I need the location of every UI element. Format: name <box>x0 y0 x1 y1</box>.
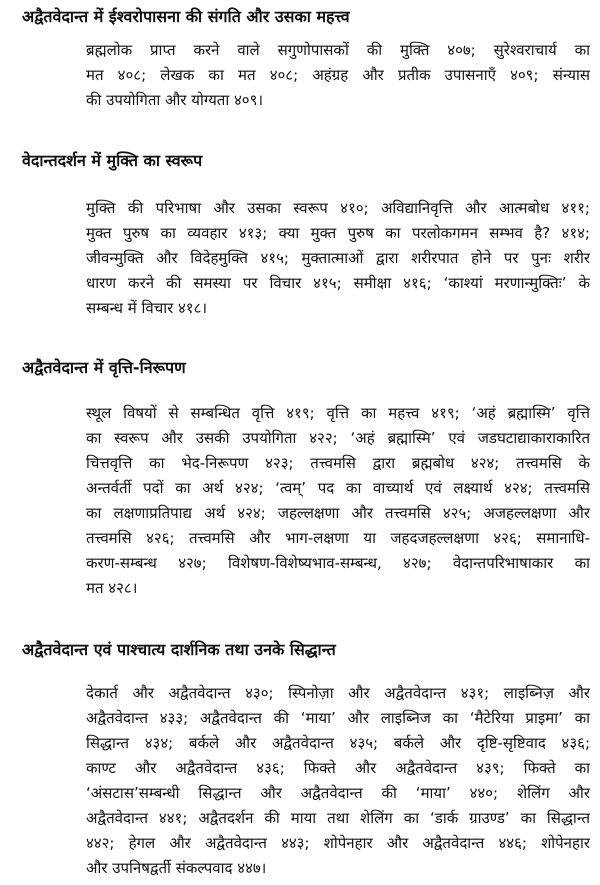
section-body <box>86 401 590 601</box>
body-text-line: तत्त्वमसि ४२६; तत्त्वमसि और भाग-लक्षणा या जहदजहल्लक्षणा ४२६; समानाधि- <box>86 529 590 547</box>
body-text-line: सम्बन्ध में विचार ४१८। <box>86 299 208 317</box>
body-text-line: जीवन्मुक्ति और विदेहमुक्ति ४१५; मुक्तात्माओं द्वारा शरीरपात होने पर पुनः शरीर <box>86 249 590 267</box>
body-text-line: धारण करने की समस्या पर विचार ४१५; समीक्षा ४१६; ‘काश्यां मरणान्मुक्तिः’ के <box>86 274 590 292</box>
body-text-line: स्थूल विषयों से सम्बन्धित वृत्ति ४१९; वृत्ति का महत्त्व ४१९; ‘अहं ब्रह्मास्मि’ वृत्ति <box>86 404 590 422</box>
section-body <box>86 38 590 113</box>
body-text-line: ‘अंसटास’सम्बन्धी सिद्धान्त और अद्वैतवेदान्त की ‘माया’ ४४०; शेलिंग और <box>86 784 590 802</box>
body-text-line: की उपयोगिता और योग्यता ४०९। <box>86 91 264 109</box>
section-heading: अद्वैतवेदान्त में वृत्ति-निरूपण <box>22 358 186 377</box>
body-text-line: मुक्ति की परिभाषा और उसका स्वरूप ४१०; अविद्यानिवृत्ति और आत्मबोध ४११; <box>86 199 590 217</box>
body-text-line: काण्ट और अद्वैतवेदान्त ४३६; फिक्ते और अद्वैतवेदान्त ४३९; फिक्ते का <box>86 759 590 777</box>
body-text-line: ब्रह्मलोक प्राप्त करने वाले सगुणोपासकों की मुक्ति ४०७; सुरेश्वराचार्य का <box>86 41 590 59</box>
section-body <box>86 196 590 321</box>
section-body <box>86 681 590 881</box>
body-text-line: का स्वरूप और उसकी उपयोगिता ४२२; ‘अहं ब्रह्मास्मि’ एवं जडघटाद्याकाराकारित <box>86 429 590 447</box>
section-heading: अद्वैतवेदान्त में ईश्वरोपासना की संगति और उसका महत्त्व <box>22 7 350 26</box>
body-text-line: और उपनिषद्वर्ती संकल्पवाद ४४७। <box>86 859 267 877</box>
body-text-line: का लक्षणाप्रतिपाद्य अर्थ ४२४; जहल्लक्षणा और तत्त्वमसि ४२५; अजहल्लक्षणा और <box>86 504 590 522</box>
body-text-line: सिद्धान्त ४३४; बर्कले और अद्वैतवेदान्त ४३५; बर्कले और दृष्टि-सृष्टिवाद ४३६; <box>86 734 590 752</box>
body-text-line: मत ४०८; लेखक का मत ४०८; अहंग्रह और प्रतीक उपासनाएँ ४०९; संन्यास <box>86 66 590 84</box>
body-text-line: चित्तवृत्ति का भेद-निरूपण ४२३; तत्त्वमसि द्वारा ब्रह्मबोध ४२४; तत्त्वमसि के <box>86 454 590 472</box>
body-text-line: अन्तर्वर्ती पदों का अर्थ ४२४; ‘त्वम्’ पद का वाच्यार्थ एवं लक्ष्यार्थ ४२४; तत्त्वमसि <box>86 479 590 497</box>
section-heading: वेदान्तदर्शन में मुक्ति का स्वरूप <box>22 151 203 170</box>
section-heading: अद्वैतवेदान्त एवं पाश्चात्य दार्शनिक तथा उनके सिद्धान्त <box>22 640 336 659</box>
body-text-line: करण-सम्बन्ध ४२७; विशेषण-विशेष्यभाव-सम्बन्ध, ४२७; वेदान्तपरिभाषाकार का <box>86 554 590 572</box>
body-text-line: अद्वैतवेदान्त ४४१; अद्वैतदर्शन की माया तथा शेलिंग का ‘डार्क ग्राउण्ड’ का सिद्धान्त <box>86 809 590 827</box>
body-text-line: ४४२; हेगल और अद्वैतवेदान्त ४४३; शोपेनहार और अद्वैतवेदान्त ४४६; शोपेनहार <box>86 834 590 852</box>
body-text-line: देकार्त और अद्वैतवेदान्त ४३०; स्पिनोज़ा और अद्वैतवेदान्त ४३१; लाइब्निज़ और <box>86 684 590 702</box>
body-text-line: मत ४२८। <box>86 579 138 597</box>
body-text-line: मुक्त पुरुष का व्यवहार ४१३; क्या मुक्त पुरुष का परलोकगमन सम्भव है? ४१४; <box>86 224 590 242</box>
body-text-line: अद्वैतवेदान्त ४३३; अद्वैतवेदान्त की ‘माया’ और लाइब्निज का ‘मैटेरिया प्राइमा’ का <box>86 709 590 727</box>
